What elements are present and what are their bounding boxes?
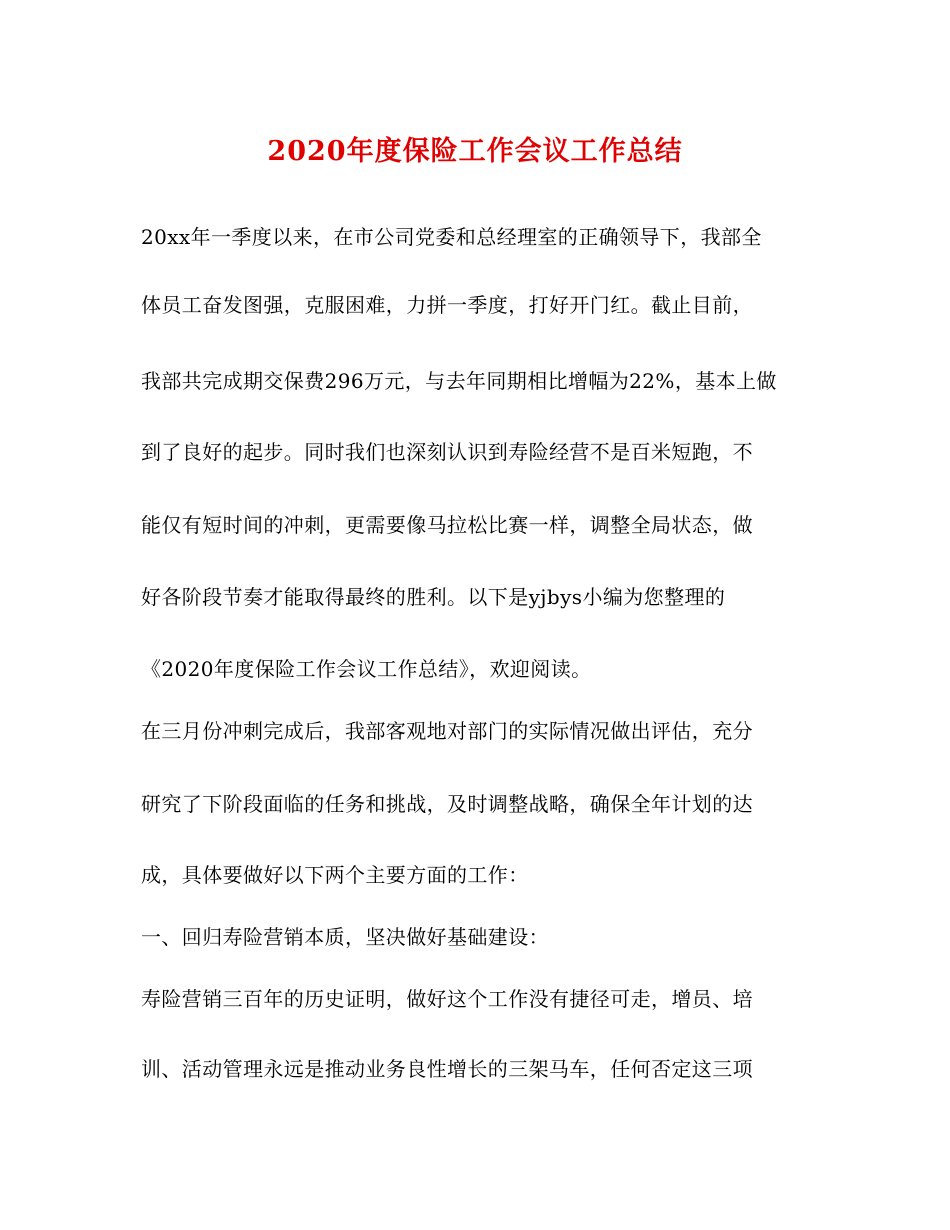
text-line: 一、回归寿险营销本质，坚决做好基础建设： (141, 925, 549, 949)
text-line: 体员工奋发图强，克服困难，力拼一季度，打好开门红。截止目前， (141, 293, 753, 317)
text-line: 到了良好的起步。同时我们也深刻认识到寿险经营不是百米短跑，不 (141, 440, 753, 464)
text-line: 我部共完成期交保费296万元，与去年同期相比增幅为22%，基本上做 (141, 369, 777, 393)
text-line: 《2020年度保险工作会议工作总结》，欢迎阅读。 (141, 657, 592, 681)
text-line: 训、活动管理永远是推动业务良性增长的三架马车，任何否定这三项 (141, 1057, 753, 1081)
text-line: 研究了下阶段面临的任务和挑战，及时调整战略，确保全年计划的达 (141, 792, 753, 816)
text-line: 好各阶段节奏才能取得最终的胜利。以下是yjbys小编为您整理的 (141, 585, 726, 609)
text-line: 20xx年一季度以来，在市公司党委和总经理室的正确领导下，我部全 (141, 225, 762, 249)
text-line: 能仅有短时间的冲刺，更需要像马拉松比赛一样，调整全局状态，做 (141, 513, 753, 537)
text-line: 成，具体要做好以下两个主要方面的工作： (141, 863, 529, 887)
document-title: 2020年度保险工作会议工作总结 (267, 136, 683, 167)
text-line: 在三月份冲刺完成后，我部客观地对部门的实际情况做出评估，充分 (141, 719, 753, 743)
text-line: 寿险营销三百年的历史证明，做好这个工作没有捷径可走，增员、培 (141, 987, 753, 1011)
